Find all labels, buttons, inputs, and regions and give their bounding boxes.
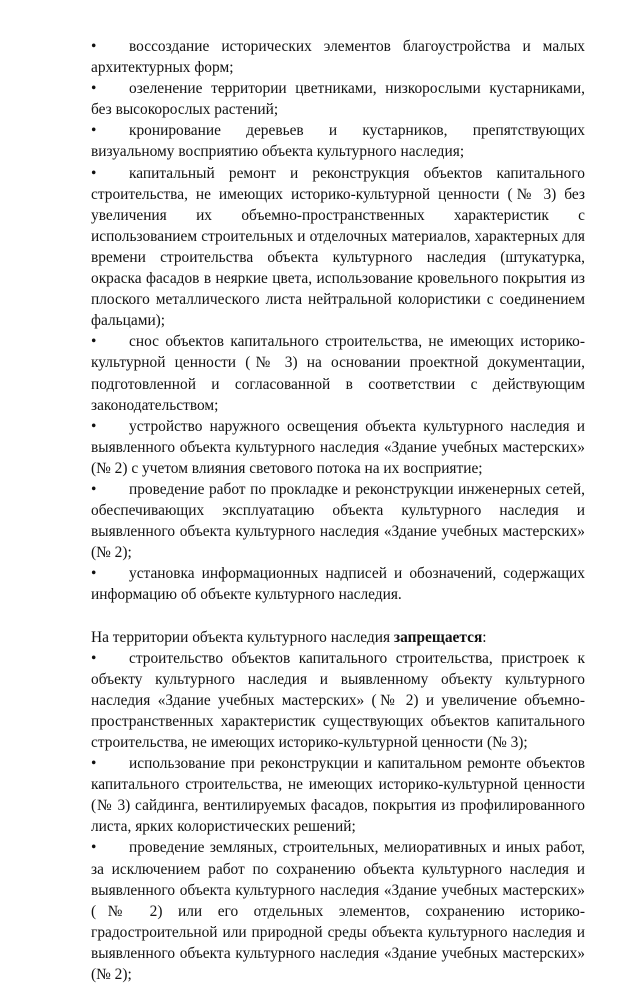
list-item-text: строительство объектов капитального строительства, пристроек к объекту культурного наследия и выявленному объекту культурного наследия «Здание учебных мастерских» (№ 2) и увеличение объемно-пространственных характеристик существующих объектов капитального строительства, не имеющих историко-культурной ценности (№ 3); <box>91 649 585 751</box>
list-item-text: устройство наружного освещения объекта культурного наследия и выявленного объекта культурного наследия «Здание учебных мастерских» (№ 2) с учетом влияния светового потока на их восприятие; <box>91 417 585 477</box>
bullet: • <box>91 480 97 498</box>
list-item-text: проведение работ по прокладке и реконструкции инженерных сетей, обеспечивающих эксплуатацию объекта культурного наследия и выявленного объекта культурного наследия «Здание учебных мастерских» (№ 2); <box>91 480 585 562</box>
prohibited-list <box>91 648 585 985</box>
list-item-text: озеленение территории цветниками, низкорослыми кустарниками, без высокорослых растений; <box>91 80 585 119</box>
heading-tail-text: : <box>482 628 487 646</box>
list-item <box>91 163 585 332</box>
list-item <box>91 331 585 415</box>
permitted-list <box>91 36 585 606</box>
list-item-text: проведение земляных, строительных, мелиоративных и иных работ, за исключением работ по сохранению объекта культурного наследия и выявленного объекта культурного наследия «Здание учебных мастерских» (№ 2) или его отдельных элементов, сохранению историко-градостроительной или природной среды объекта культурного наследия и выявленного объекта культурного наследия «Здание учебных мастерских» (№ 2); <box>91 839 585 984</box>
bullet: • <box>91 122 97 140</box>
list-item-text: снос объектов капитального строительства, не имеющих историко-культурной ценности (№ 3) на основании проектной документации, подготовленной и согласованной в соответствии с действующим законодательством; <box>91 333 585 414</box>
heading-strong-text: запрещается <box>393 628 483 646</box>
document-page <box>91 36 585 985</box>
list-item-text: установка информационных надписей и обозначений, содержащих информацию об объекте культурного наследия. <box>91 565 585 604</box>
list-item-text: кронирование деревьев и кустарников, препятствующих визуальному восприятию объекта культурного наследия; <box>91 122 585 161</box>
list-item <box>91 479 585 563</box>
bullet: • <box>91 333 97 351</box>
bullet: • <box>91 755 97 773</box>
list-item <box>91 753 585 837</box>
list-item <box>91 416 585 479</box>
bullet: • <box>91 38 97 55</box>
list-item <box>91 78 585 120</box>
list-item <box>91 837 585 985</box>
bullet: • <box>91 839 97 857</box>
list-item <box>91 563 585 605</box>
list-item <box>91 648 585 753</box>
prohibited-section-heading <box>91 627 585 648</box>
heading-lead-text: На территории объекта культурного наследия <box>91 628 394 646</box>
bullet: • <box>91 649 97 667</box>
list-item-text: использование при реконструкции и капитальном ремонте объектов капитального строительства, не имеющих историко-культурной ценности (№ 3) сайдинга, вентилируемых фасадов, покрытия из профилированного листа, ярких колористических решений; <box>91 755 585 836</box>
bullet: • <box>91 80 97 98</box>
paragraph-spacer <box>91 606 585 627</box>
list-item-text: воссоздание исторических элементов благоустройства и малых архитектурных форм; <box>91 38 585 77</box>
list-item <box>91 120 585 162</box>
bullet: • <box>91 565 97 583</box>
list-item <box>91 36 585 78</box>
list-item-text: капитальный ремонт и реконструкция объектов капитального строительства, не имеющих историко-культурной ценности (№ 3) без увеличения их объемно-пространственных характеристик с использованием строительных и отделочных материалов, характерных для времени строительства объекта культурного наследия (штукатурка, окраска фасадов в неяркие цвета, использование кровельного покрытия из плоского металлического листа нейтральной колористики с соединением фальцами); <box>91 164 585 330</box>
bullet: • <box>91 164 97 182</box>
bullet: • <box>91 417 97 435</box>
